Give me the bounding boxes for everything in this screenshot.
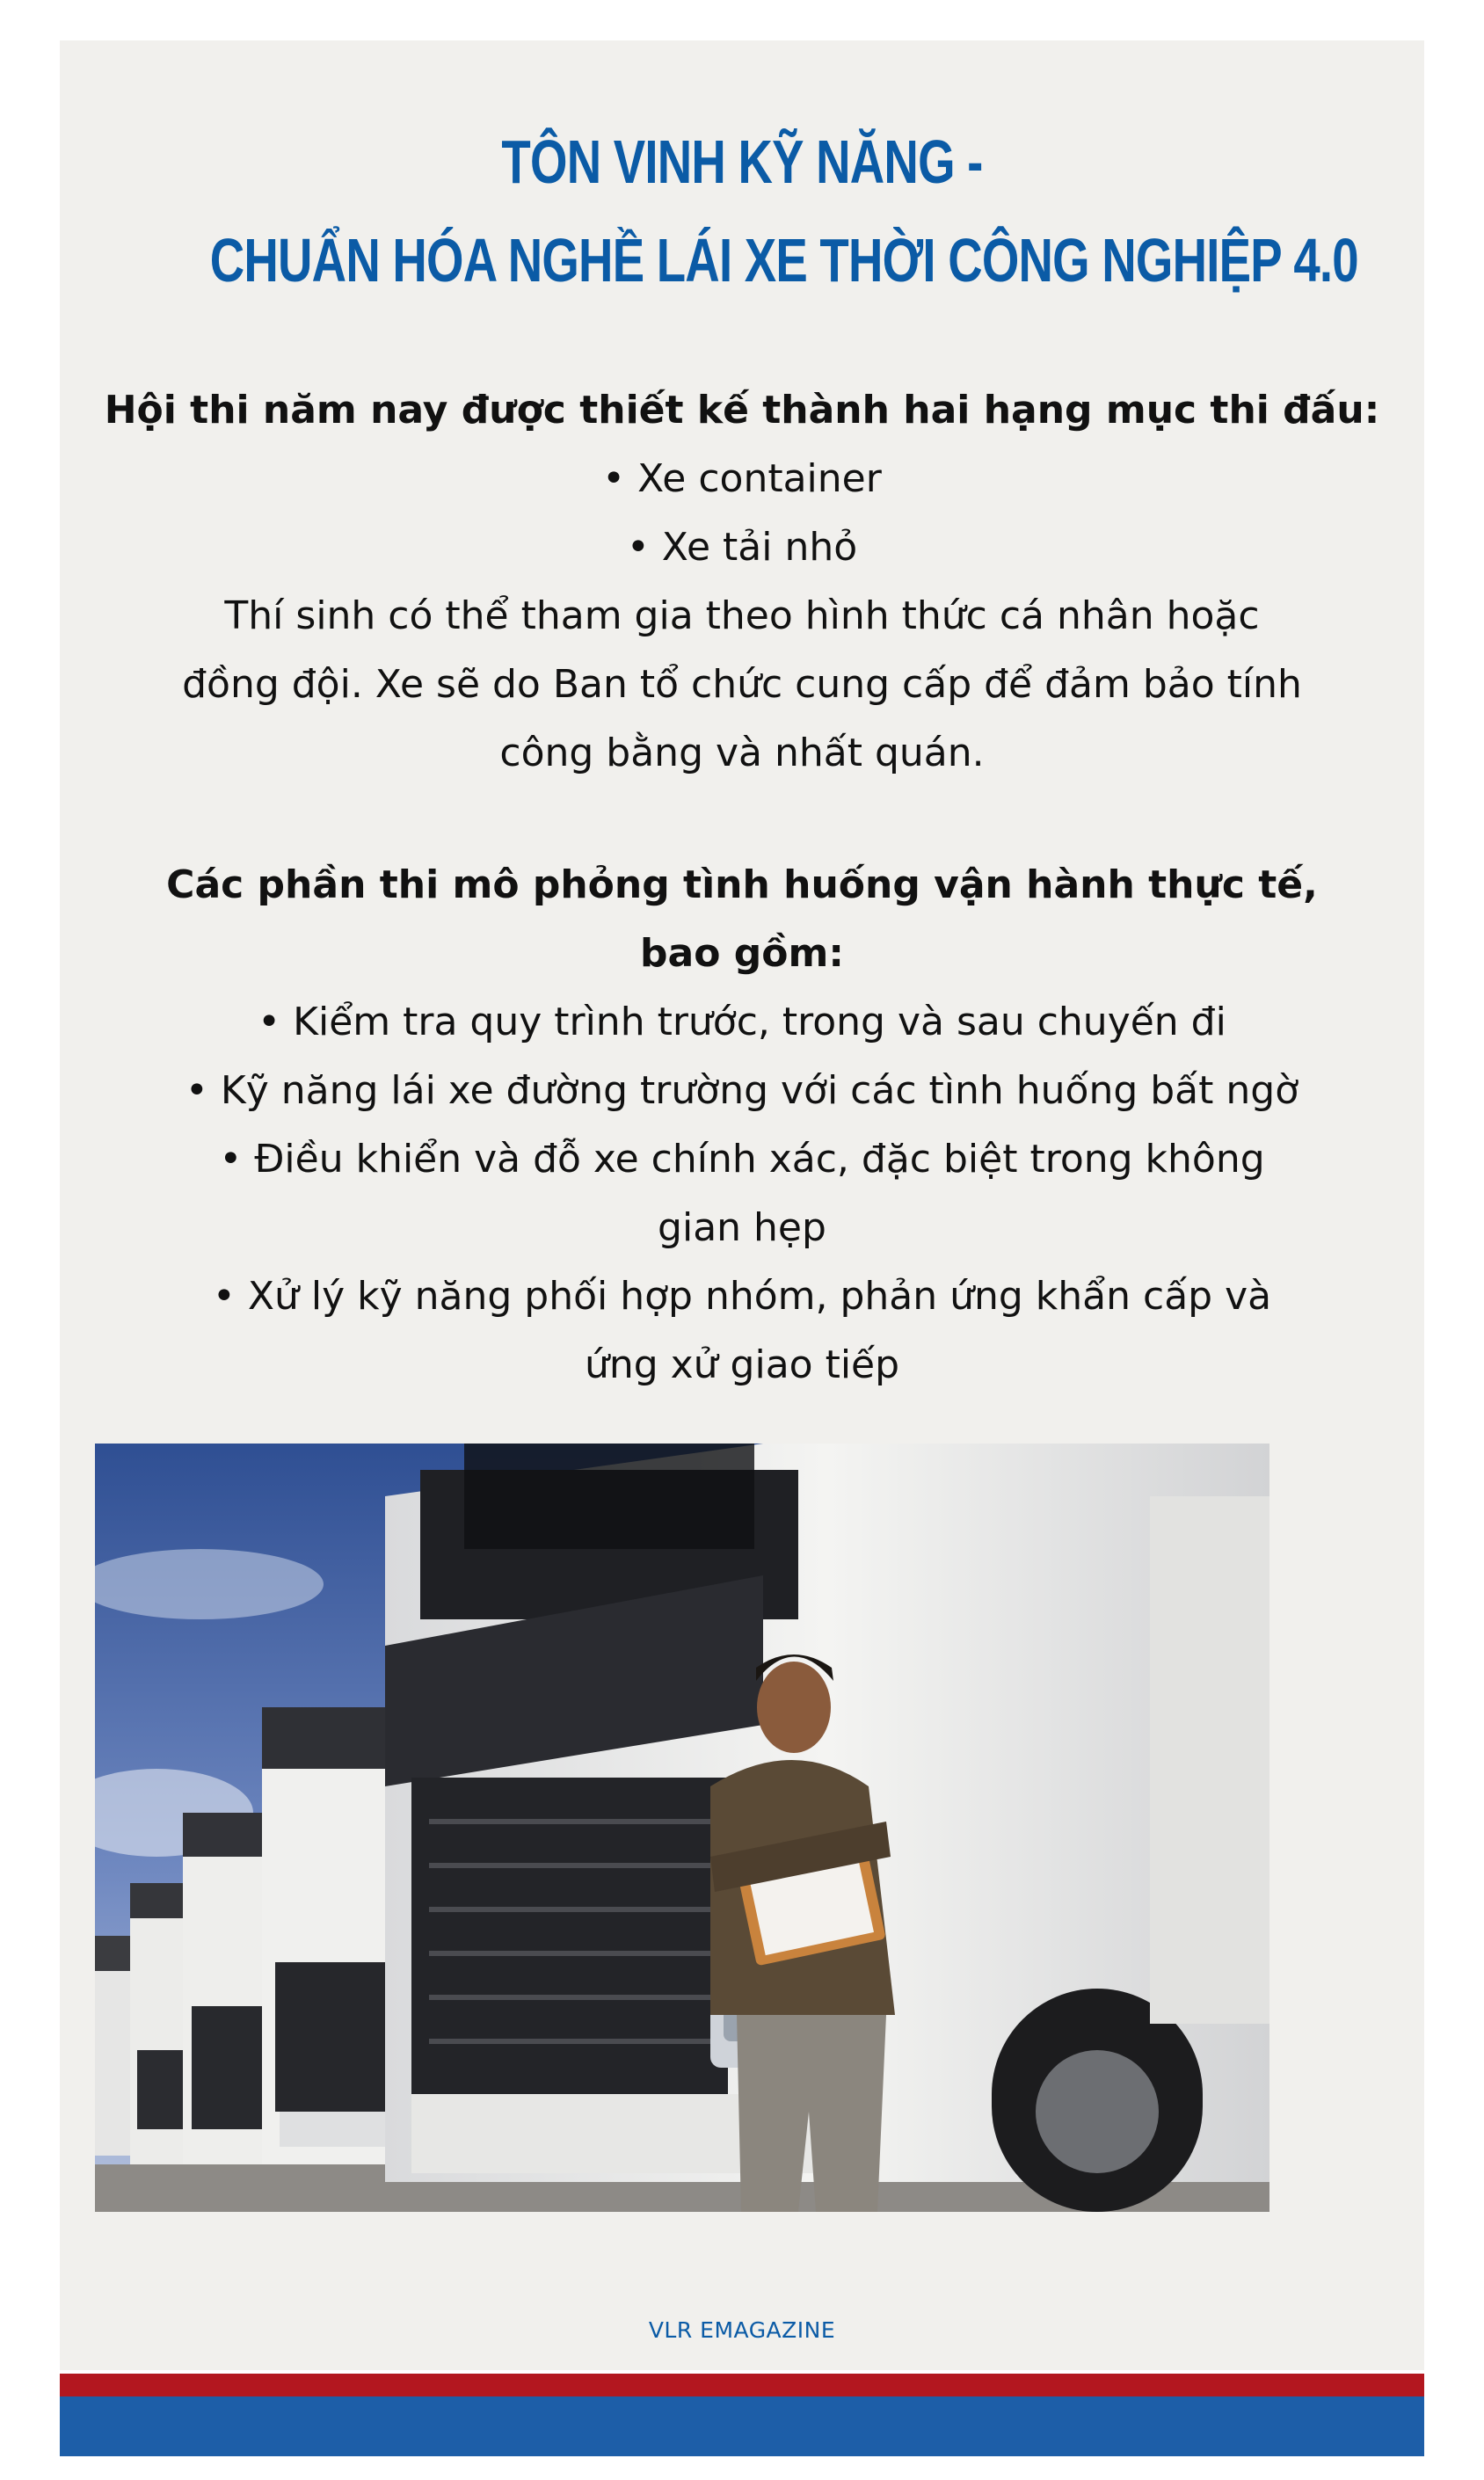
title-line-1: TÔN VINH KỸ NĂNG - xyxy=(501,127,983,196)
category-item: • Xe container xyxy=(95,445,1389,513)
part-item: • Xử lý kỹ năng phối hợp nhóm, phản ứng khẩn cấp và xyxy=(95,1262,1389,1331)
magazine-label: VLR EMAGAZINE xyxy=(648,2317,836,2343)
page-title xyxy=(209,113,1358,309)
competition-parts-section xyxy=(95,851,1389,1400)
paragraph-line: đồng đội. Xe sẽ do Ban tổ chức cung cấp để đảm bảo tính xyxy=(182,662,1302,707)
categories-heading: Hội thi năm nay được thiết kế thành hai hạng mục thi đấu: xyxy=(104,388,1380,433)
parts-heading-line: bao gồm: xyxy=(640,931,844,976)
part-item: • Kiểm tra quy trình trước, trong và sau chuyến đi xyxy=(95,988,1389,1057)
categories-section xyxy=(95,376,1389,788)
paragraph-line: Thí sinh có thể tham gia theo hình thức cá nhân hoặc xyxy=(224,593,1260,638)
footer-stripe-red xyxy=(60,2374,1424,2396)
part-item-continuation: ứng xử giao tiếp xyxy=(584,1342,900,1387)
footer-stripe-blue xyxy=(60,2396,1424,2456)
part-item: • Điều khiển và đỗ xe chính xác, đặc biệt trong không xyxy=(95,1125,1389,1194)
part-item: • Kỹ năng lái xe đường trường với các tình huống bất ngờ xyxy=(95,1057,1389,1125)
category-item: • Xe tải nhỏ xyxy=(95,513,1389,582)
truck-driver-photo xyxy=(95,1444,1269,2212)
paragraph-line: công bằng và nhất quán. xyxy=(499,731,985,775)
parts-heading-line: Các phần thi mô phỏng tình huống vận hành thực tế, xyxy=(166,862,1318,907)
title-line-2: CHUẨN HÓA NGHỀ LÁI XE THỜI CÔNG NGHIỆP 4.0 xyxy=(209,226,1358,295)
part-item-continuation: gian hẹp xyxy=(658,1205,826,1250)
